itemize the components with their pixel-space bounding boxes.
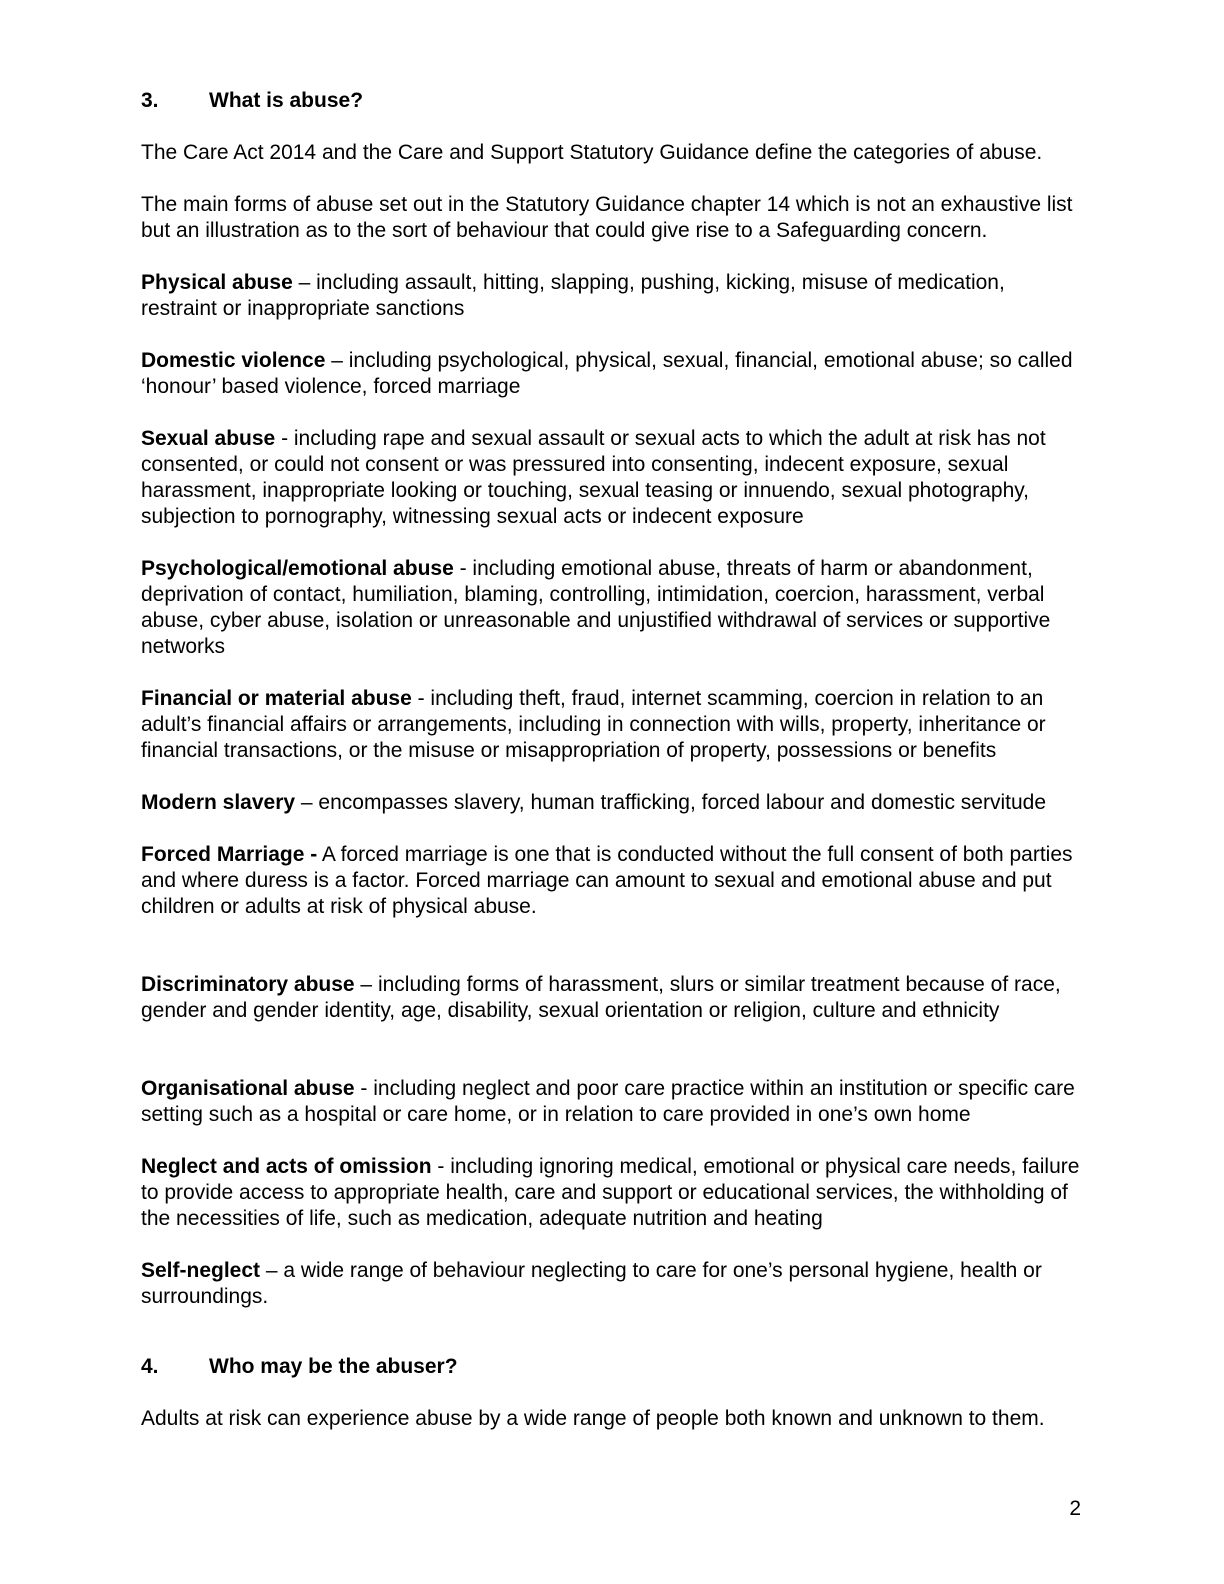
abuse-term: Organisational abuse: [141, 1077, 355, 1100]
abuse-term: Physical abuse: [141, 271, 293, 294]
abuse-term: Psychological/emotional abuse: [141, 557, 454, 580]
abuse-item-modern-slavery: [141, 790, 1081, 816]
abuse-item-self-neglect: [141, 1258, 1081, 1310]
abuse-description: - including neglect and poor care practice within an institution or specific care setting such as a hospital or care home, or in relation to care provided in one’s own home: [141, 1077, 1075, 1126]
section-4-heading: [141, 1354, 1081, 1380]
abuse-description: – a wide range of behaviour neglecting to care for one’s personal hygiene, health or surroundings.: [141, 1259, 1042, 1308]
document-content: [141, 88, 1081, 1458]
section-4-title: Who may be the abuser?: [209, 1355, 458, 1378]
section-3-paragraph-1: The Care Act 2014 and the Care and Support Statutory Guidance define the categories of abuse.: [141, 141, 1043, 164]
abuse-description: - including emotional abuse, threats of harm or abandonment, deprivation of contact, humiliation, blaming, controlling, intimidation, coercion, harassment, verbal abuse, cyber abuse, isolation or unreasonable and unjustified withdrawal of services or supportive networks: [141, 557, 1051, 658]
abuse-item-physical: [141, 270, 1081, 322]
abuse-term: Modern slavery: [141, 791, 296, 814]
section-3-heading: [141, 88, 1081, 114]
abuse-item-financial-material: [141, 686, 1081, 764]
page-number: 2: [1069, 1497, 1081, 1520]
section-3-number: 3.: [141, 89, 159, 112]
abuse-term: Sexual abuse: [141, 427, 276, 450]
section-4-number: 4.: [141, 1355, 159, 1378]
abuse-description: - including ignoring medical, emotional or physical care needs, failure to provide access to appropriate health, care and support or educational services, the withholding of the necessities of life, such as medication, adequate nutrition and heating: [141, 1155, 1080, 1230]
abuse-item-forced-marriage: [141, 842, 1081, 920]
abuse-item-sexual: [141, 426, 1081, 530]
abuse-term: Forced Marriage -: [141, 843, 318, 866]
abuse-item-psychological-emotional: [141, 556, 1081, 660]
section-3-paragraph-2: The main forms of abuse set out in the Statutory Guidance chapter 14 which is not an exhaustive list but an illustration as to the sort of behaviour that could give rise to a Safeguarding concern.: [141, 193, 1073, 242]
abuse-description: – including assault, hitting, slapping, pushing, kicking, misuse of medication, restraint or inappropriate sanctions: [141, 271, 1005, 320]
section-3-title: What is abuse?: [209, 89, 364, 112]
abuse-description: – including psychological, physical, sexual, financial, emotional abuse; so called ‘honour’ based violence, forced marriage: [141, 349, 1073, 398]
abuse-description: - including rape and sexual assault or sexual acts to which the adult at risk has not consented, or could not consent or was pressured into consenting, indecent exposure, sexual harassment, inappropriate looking or touching, sexual teasing or innuendo, sexual photography, subjection to pornography, witnessing sexual acts or indecent exposure: [141, 427, 1046, 528]
abuse-description: A forced marriage is one that is conducted without the full consent of both parties and where duress is a factor. Forced marriage can amount to sexual and emotional abuse and put children or adults at risk of physical abuse.: [141, 843, 1073, 918]
abuse-item-organisational: [141, 1076, 1081, 1128]
section-4-paragraph-1: Adults at risk can experience abuse by a wide range of people both known and unknown to them.: [141, 1407, 1045, 1430]
abuse-description: - including theft, fraud, internet scamming, coercion in relation to an adult’s financial affairs or arrangements, including in connection with wills, property, inheritance or financial transactions, or the misuse or misappropriation of property, possessions or benefits: [141, 687, 1046, 762]
abuse-description: – including forms of harassment, slurs or similar treatment because of race, gender and gender identity, age, disability, sexual orientation or religion, culture and ethnicity: [141, 973, 1061, 1022]
abuse-item-neglect-omission: [141, 1154, 1081, 1232]
abuse-description: – encompasses slavery, human trafficking, forced labour and domestic servitude: [295, 791, 1047, 814]
abuse-item-discriminatory: [141, 972, 1081, 1024]
abuse-term: Neglect and acts of omission: [141, 1155, 432, 1178]
abuse-term: Self-neglect: [141, 1259, 261, 1282]
abuse-item-domestic-violence: [141, 348, 1081, 400]
abuse-term: Discriminatory abuse: [141, 973, 355, 996]
abuse-term: Financial or material abuse: [141, 687, 412, 710]
abuse-term: Domestic violence: [141, 349, 326, 372]
